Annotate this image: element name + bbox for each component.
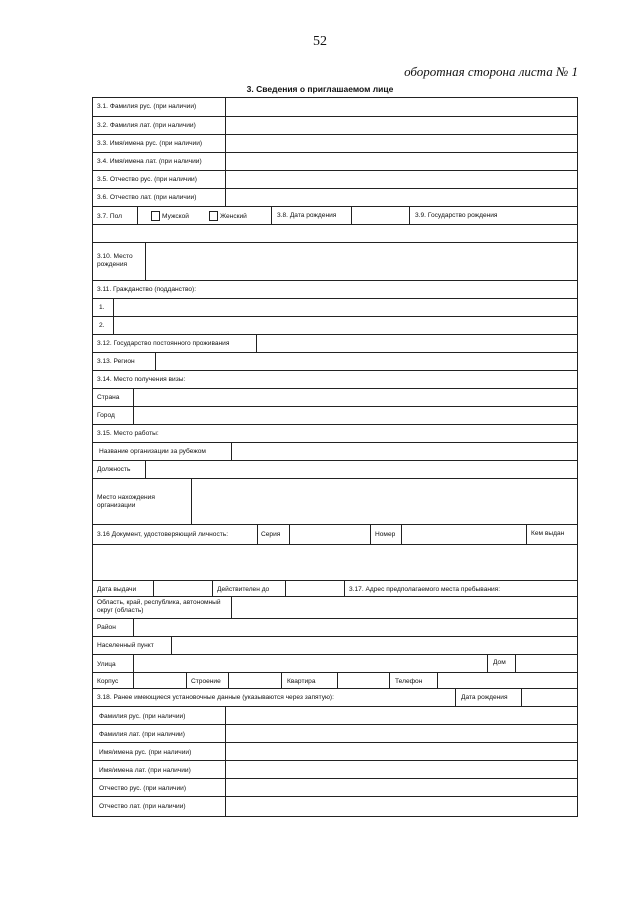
number-label: Номер <box>375 531 396 538</box>
section-title: 3. Сведения о приглашаемом лице <box>246 84 394 94</box>
org-name-label: Название организации за рубежом <box>99 448 206 455</box>
valid-until-field[interactable] <box>286 581 344 597</box>
country-field[interactable] <box>134 389 577 407</box>
issue-date-label: Дата выдачи <box>97 586 137 593</box>
prev-patronymic-lat-label: Отчество лат. (при наличии) <box>99 803 186 810</box>
row-sex-birth <box>93 206 577 225</box>
district-field[interactable] <box>134 619 577 637</box>
street-label: Улица <box>97 661 116 668</box>
prev-name-lat-field[interactable] <box>226 761 577 779</box>
row-workplace <box>93 424 577 443</box>
apartment-field[interactable] <box>338 673 389 689</box>
street-field[interactable] <box>134 655 487 673</box>
row-country <box>93 388 577 407</box>
prev-name-lat-label: Имя/имена лат. (при наличии) <box>99 767 191 774</box>
settlement-label: Населенный пункт <box>97 642 154 649</box>
name-rus-label: 3.3. Имя/имена рус. (при наличии) <box>97 140 203 147</box>
series-label: Серия <box>261 531 281 538</box>
name-lat-label: 3.4. Имя/имена лат. (при наличии) <box>97 158 202 165</box>
row-street <box>93 654 577 673</box>
org-location-field[interactable] <box>192 479 577 525</box>
house-field[interactable] <box>516 655 577 673</box>
row-residence-state <box>93 334 577 353</box>
city-label: Город <box>97 412 115 419</box>
row-org-location <box>93 478 577 525</box>
position-label: Должность <box>97 466 131 473</box>
row-prev-name-lat <box>93 760 577 779</box>
surname-rus-label: 3.1. Фамилия рус. (при наличии) <box>97 103 197 110</box>
apartment-label: Квартира <box>287 678 316 685</box>
id-document-label: 3.16 Документ, удостоверяющий личность: <box>97 531 229 538</box>
row-prev-patronymic-lat <box>93 796 577 817</box>
row-birth-place <box>93 242 577 281</box>
sheet-caption: оборотная сторона листа № 1 <box>404 64 578 79</box>
oblast-label: Область, край, республика, автономный округ (область) <box>97 599 221 614</box>
prev-surname-rus-label: Фамилия рус. (при наличии) <box>99 713 186 720</box>
valid-until-label: Действителен до <box>217 586 270 593</box>
birth-state-label: 3.9. Государство рождения <box>415 212 498 219</box>
residence-state-field[interactable] <box>257 335 577 353</box>
row-korpus <box>93 672 577 689</box>
city-field[interactable] <box>134 407 577 425</box>
prev-data-label: 3.18. Ранее имеющиеся установочные данные (указываются через запятую): <box>97 694 334 701</box>
country-label: Страна <box>97 394 120 401</box>
prev-patronymic-rus-label: Отчество рус. (при наличии) <box>99 785 187 792</box>
prev-name-rus-label: Имя/имена рус. (при наличии) <box>99 749 192 756</box>
korpus-label: Корпус <box>97 678 119 685</box>
prev-surname-lat-field[interactable] <box>226 725 577 743</box>
number-field[interactable] <box>402 525 526 545</box>
row-patronymic-lat <box>93 188 577 207</box>
settlement-field[interactable] <box>172 637 577 655</box>
workplace-label: 3.15. Место работы: <box>97 430 159 437</box>
row-prev-surname-lat <box>93 724 577 743</box>
row-prev-patronymic-rus <box>93 778 577 797</box>
row-birth-state-value <box>93 224 577 243</box>
issued-by-label: Кем выдан <box>531 530 565 537</box>
row-position <box>93 460 577 479</box>
row-city <box>93 406 577 425</box>
row-name-lat <box>93 152 577 171</box>
row-citizenship <box>93 280 577 299</box>
citizenship-2-field[interactable] <box>114 317 577 335</box>
name-rus-field[interactable] <box>226 135 577 153</box>
oblast-field[interactable] <box>232 597 577 619</box>
visa-place-label: 3.14. Место получения визы: <box>97 376 186 383</box>
row-issue-dates <box>93 580 577 597</box>
org-location-label: Место нахождения организации <box>97 494 155 509</box>
row-issued-by-value <box>93 544 577 581</box>
sex-male-label: Мужской <box>162 213 189 220</box>
surname-lat-field[interactable] <box>226 117 577 135</box>
birth-date-field[interactable] <box>352 207 409 225</box>
row-prev-surname-rus <box>93 706 577 725</box>
citizenship-label: 3.11. Гражданство (подданство): <box>97 286 197 293</box>
house-label: Дом <box>493 659 506 666</box>
row-citizenship-1 <box>93 298 577 317</box>
patronymic-rus-label: 3.5. Отчество рус. (при наличии) <box>97 176 197 183</box>
sex-label: 3.7. Пол <box>97 213 122 220</box>
birth-state-field[interactable] <box>93 225 577 243</box>
surname-rus-field[interactable] <box>226 98 577 116</box>
row-org-name <box>93 442 577 461</box>
building-field[interactable] <box>229 673 281 689</box>
birth-date-label: 3.8. Дата рождения <box>277 212 337 219</box>
patronymic-rus-field[interactable] <box>226 171 577 189</box>
sex-female-label: Женский <box>220 213 247 220</box>
row-name-rus <box>93 134 577 153</box>
position-field[interactable] <box>146 461 577 479</box>
region-field[interactable] <box>156 353 577 371</box>
sex-female-checkbox[interactable] <box>209 211 218 221</box>
issued-by-field[interactable] <box>93 545 577 581</box>
citizenship-1-label: 1. <box>99 304 105 311</box>
row-id-document <box>93 524 577 545</box>
row-settlement <box>93 636 577 655</box>
birth-place-label: 3.10. Место рождения <box>97 253 133 268</box>
row-surname-rus <box>93 98 577 116</box>
page-number: 52 <box>313 34 327 49</box>
org-name-field[interactable] <box>232 443 577 461</box>
building-label: Строение <box>191 678 221 685</box>
series-field[interactable] <box>290 525 370 545</box>
row-citizenship-2 <box>93 316 577 335</box>
stay-address-label: 3.17. Адрес предполагаемого места пребывания: <box>349 586 501 593</box>
row-prev-data <box>93 688 577 707</box>
sex-male-checkbox[interactable] <box>151 211 160 221</box>
prev-birth-date-field[interactable] <box>522 689 577 707</box>
prev-name-rus-field[interactable] <box>226 743 577 761</box>
row-oblast <box>93 596 577 619</box>
name-lat-field[interactable] <box>226 153 577 171</box>
prev-patronymic-rus-field[interactable] <box>226 779 577 797</box>
issue-date-field[interactable] <box>154 581 212 597</box>
surname-lat-label: 3.2. Фамилия лат. (при наличии) <box>97 122 196 129</box>
row-district <box>93 618 577 637</box>
phone-field[interactable] <box>438 673 577 689</box>
prev-surname-lat-label: Фамилия лат. (при наличии) <box>99 731 185 738</box>
citizenship-2-label: 2. <box>99 322 105 329</box>
prev-patronymic-lat-field[interactable] <box>226 797 577 817</box>
district-label: Район <box>97 624 116 631</box>
row-prev-name-rus <box>93 742 577 761</box>
residence-state-label: 3.12. Государство постоянного проживания <box>97 340 230 347</box>
birth-place-field[interactable] <box>146 243 577 281</box>
prev-birth-date-label: Дата рождения <box>461 694 508 701</box>
row-visa-place <box>93 370 577 389</box>
citizenship-1-field[interactable] <box>114 299 577 317</box>
invitee-form <box>92 97 578 817</box>
korpus-field[interactable] <box>134 673 186 689</box>
patronymic-lat-field[interactable] <box>226 189 577 207</box>
phone-label: Телефон <box>395 678 423 685</box>
prev-surname-rus-field[interactable] <box>226 707 577 725</box>
region-label: 3.13. Регион <box>97 358 135 365</box>
patronymic-lat-label: 3.6. Отчество лат. (при наличии) <box>97 194 197 201</box>
row-surname-lat <box>93 116 577 135</box>
row-region <box>93 352 577 371</box>
row-patronymic-rus <box>93 170 577 189</box>
